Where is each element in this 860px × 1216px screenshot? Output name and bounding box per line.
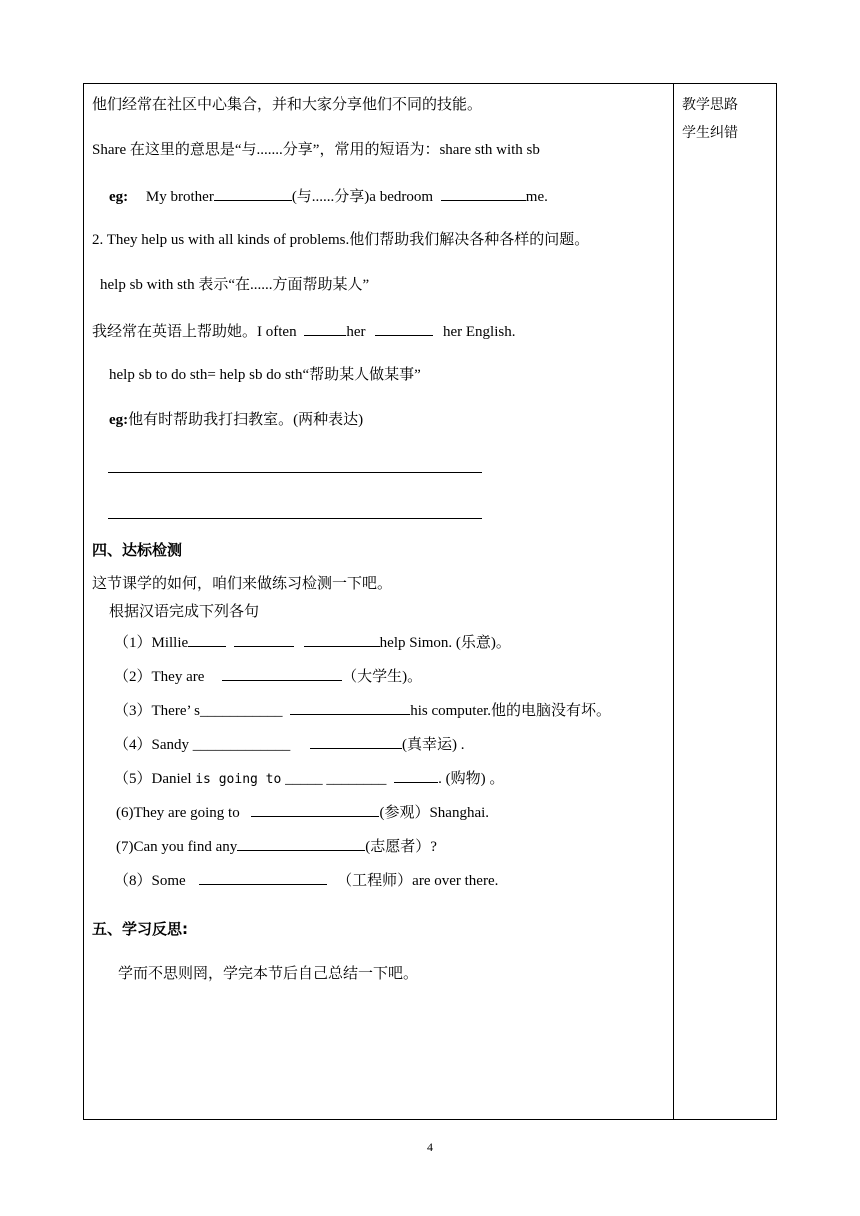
share-explanation: Share 在这里的意思是“与.......分享”，常用的短语为：share sth with sb — [92, 142, 540, 158]
eg-text-b: (与......分享)a bedroom — [291, 189, 434, 205]
question-8 — [114, 869, 498, 891]
blank[interactable] — [237, 835, 365, 851]
blank[interactable] — [222, 665, 342, 681]
question-4 — [114, 733, 465, 755]
q6-text-a: (6)They are going to — [116, 805, 240, 821]
ex-text-a: 我经常在英语上帮助她。I often — [92, 324, 297, 340]
intro-sentence: 他们经常在社区中心集合，并和大家分享他们不同的技能。 — [92, 97, 483, 113]
q8-text-a: （8）Some — [114, 873, 186, 889]
help-example — [109, 410, 363, 430]
blank[interactable] — [251, 801, 379, 817]
q4-text-b: (真幸运) . — [402, 737, 465, 753]
question-7 — [116, 835, 437, 857]
answer-line[interactable] — [108, 472, 482, 473]
q7-text-a: (7)Can you find any — [116, 839, 238, 855]
page-number: 4 — [427, 1140, 433, 1154]
eg2-label: eg: — [109, 412, 129, 428]
help-to-do-explanation: help sb to do sth= help sb do sth“帮助某人做某事” — [109, 367, 421, 383]
question-5 — [114, 767, 504, 790]
q3-text-a: （3）There’ s___________ — [114, 703, 283, 719]
q2-text-b: （大学生)。 — [342, 669, 423, 685]
side-note-correction: 学生纠错 — [682, 126, 738, 141]
q5-text-a: （5）Daniel — [114, 771, 192, 787]
column-divider — [673, 84, 674, 1119]
blank[interactable] — [441, 185, 526, 201]
blank[interactable] — [199, 869, 327, 885]
section-4-title: 四、达标检测 — [92, 541, 183, 559]
blank[interactable] — [375, 320, 433, 336]
q1-text-a: （1）Millie — [114, 635, 189, 651]
answer-line[interactable] — [108, 518, 482, 519]
ex-text-c: her English. — [442, 324, 516, 340]
blank[interactable] — [214, 185, 292, 201]
item-2: 2. They help us with all kinds of problems.他们帮助我们解决各种各样的问题。 — [92, 232, 590, 248]
eg-text-c: me. — [525, 189, 548, 205]
q3-text-b: his computer.他的电脑没有坏。 — [410, 703, 612, 719]
q5-text-b: _____ ________ — [285, 771, 387, 787]
eg2-text: 他有时帮助我打扫教室。(两种表达) — [128, 412, 364, 428]
blank[interactable] — [304, 631, 380, 647]
blank[interactable] — [188, 631, 226, 647]
side-notes — [682, 92, 738, 148]
help-with-explanation: help sb with sth 表示“在......方面帮助某人” — [100, 277, 370, 293]
q8-text-b: （工程师）are over there. — [337, 873, 499, 889]
blank[interactable] — [310, 733, 402, 749]
help-exercise — [92, 320, 515, 342]
q5-text-c: . (购物) 。 — [438, 771, 505, 787]
q4-text-a: （4）Sandy _____________ — [114, 737, 291, 753]
q6-text-b: (参观）Shanghai. — [379, 805, 490, 821]
eg-text-a: My brother — [145, 189, 214, 205]
q7-text-b: (志愿者）? — [365, 839, 437, 855]
question-6 — [116, 801, 489, 823]
blank[interactable] — [290, 699, 410, 715]
section-4-lead: 这节课学的如何，咱们来做练习检测一下吧。 — [92, 576, 393, 592]
blank[interactable] — [234, 631, 294, 647]
section-4-instruction: 根据汉语完成下列各句 — [109, 604, 260, 620]
ex-text-b: her — [346, 324, 366, 340]
section-5-title: 五、学习反思: — [92, 920, 188, 938]
q1-text-b: help Simon. (乐意)。 — [379, 635, 511, 651]
blank[interactable] — [394, 767, 438, 783]
question-2 — [114, 665, 422, 687]
share-example — [109, 185, 548, 207]
q5-mono: is going to — [195, 772, 282, 787]
question-3 — [114, 699, 611, 721]
q2-text-a: （2）They are — [114, 669, 205, 685]
side-note-teaching: 教学思路 — [682, 98, 738, 113]
section-5-text: 学而不思则罔，学完本节后自己总结一下吧。 — [118, 966, 419, 982]
eg-label: eg: — [109, 189, 129, 205]
question-1 — [114, 631, 511, 653]
blank[interactable] — [304, 320, 346, 336]
